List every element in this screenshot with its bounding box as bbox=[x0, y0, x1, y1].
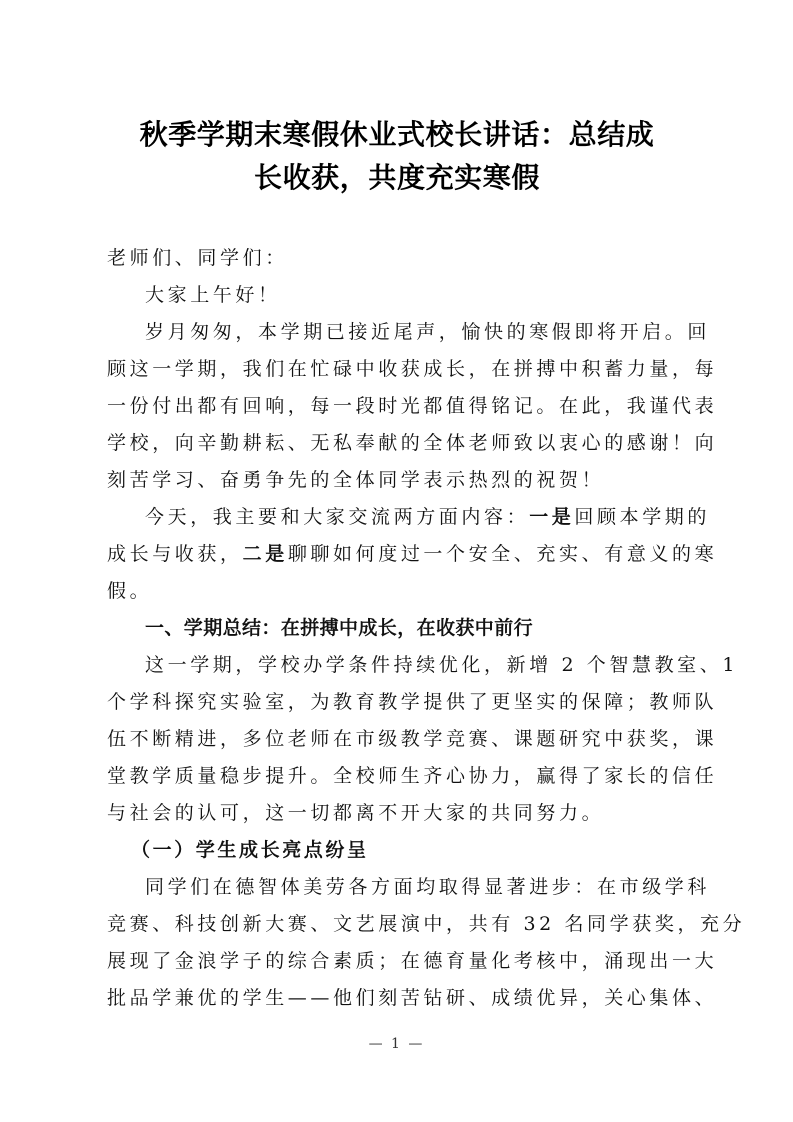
text-run: 聊聊如何度过一个安全、充实、有意义的寒 bbox=[287, 543, 718, 565]
paragraph-line: 堂教学质量稳步提升。全校师生齐心协力，赢得了家长的信任 bbox=[107, 765, 718, 787]
paragraph-line: 一份付出都有回响，每一段时光都值得铭记。在此，我谨代表 bbox=[107, 395, 718, 417]
page-number: — 1 — bbox=[368, 1036, 425, 1052]
subsection-heading-1: （一）学生成长亮点纷呈 bbox=[131, 839, 369, 861]
text-run: 回顾本学期的 bbox=[574, 506, 711, 528]
paragraph-line: 同学们在德智体美劳各方面均取得显著进步：在市级学科 bbox=[145, 876, 711, 898]
document-title bbox=[100, 113, 694, 199]
paragraph-student-highlights bbox=[107, 869, 746, 1017]
section-heading-1: 一、学期总结：在拼搏中成长，在收获中前行 bbox=[145, 617, 534, 639]
bold-text-run: 一是 bbox=[529, 506, 575, 528]
paragraph-line: 岁月匆匆，本学期已接近尾声，愉快的寒假即将开启。回 bbox=[145, 321, 711, 343]
text-run: 成长与收获， bbox=[107, 543, 243, 565]
paragraph-line bbox=[107, 536, 718, 573]
paragraph-line: 这一学期，学校办学条件持续优化，新增 2 个智慧教室、1 bbox=[145, 654, 739, 676]
text-run: 今天，我主要和大家交流两方面内容： bbox=[145, 506, 530, 528]
paragraph-semester-summary bbox=[107, 647, 739, 832]
bold-text-run: 二是 bbox=[242, 543, 288, 565]
paragraph-line bbox=[107, 499, 711, 536]
paragraph-line: 批品学兼优的学生——他们刻苦钻研、成绩优异，关心集体、 bbox=[107, 987, 718, 1009]
paragraph-line: 个学科探究实验室，为教育教学提供了更坚实的保障；教师队 bbox=[107, 691, 718, 713]
paragraph-line: 展现了金浪学子的综合素质；在德育量化考核中，涌现出一大 bbox=[107, 950, 718, 972]
paragraph-line: 顾这一学期，我们在忙碌中收获成长，在拼搏中积蓄力量，每 bbox=[107, 358, 718, 380]
document-body bbox=[107, 240, 746, 1017]
paragraph-opening bbox=[107, 314, 718, 499]
paragraph-line: 竞赛、科技创新大赛、文艺展演中，共有 32 名同学获奖，充分 bbox=[107, 913, 746, 935]
paragraph-agenda bbox=[107, 499, 718, 610]
paragraph-line: 刻苦学习、奋勇争先的全体同学表示热烈的祝贺！ bbox=[107, 469, 605, 491]
greeting: 大家上午好！ bbox=[145, 284, 281, 306]
title-line-1: 秋季学期末寒假休业式校长讲话：总结成 bbox=[139, 118, 655, 151]
title-line-2: 长收获，共度充实寒假 bbox=[253, 161, 540, 194]
salutation: 老师们、同学们： bbox=[107, 247, 288, 269]
paragraph-line: 伍不断精进，多位老师在市级教学竞赛、课题研究中获奖，课 bbox=[107, 728, 718, 750]
paragraph-line: 与社会的认可，这一切都离不开大家的共同努力。 bbox=[107, 802, 605, 824]
paragraph-line: 学校，向辛勤耕耘、无私奉献的全体老师致以衷心的感谢！向 bbox=[107, 432, 718, 454]
paragraph-line: 假。 bbox=[107, 580, 153, 602]
